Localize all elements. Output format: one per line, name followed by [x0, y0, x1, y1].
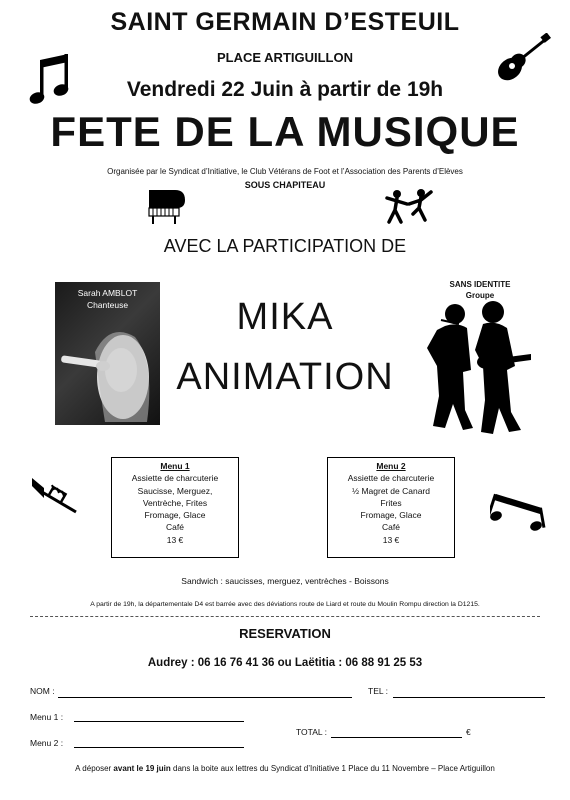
menu-item: Fromage, Glace: [360, 510, 422, 521]
menu-item: ½ Magret de Canard: [352, 485, 430, 496]
menu2-label: Menu 2 :: [30, 738, 64, 748]
singer-role: Chanteuse: [86, 300, 129, 310]
road-notice: A partir de 19h, la départementale D4 est barrée avec des déviations route de Liard et route du Moulin Rompu direction la D1215.: [90, 601, 480, 608]
footer-instructions: [0, 764, 570, 773]
menu-item: Saucisse, Merguez,: [137, 485, 213, 496]
band-name: SANS IDENTITE: [449, 280, 511, 289]
menu-title: Menu 1: [160, 461, 190, 471]
singer-name: Sarah AMBLOT: [77, 288, 138, 298]
piano-icon: [145, 186, 189, 226]
menu-item: Frites: [380, 497, 402, 508]
menu1-label: Menu 1 :: [30, 712, 64, 722]
event-date: Vendredi 22 Juin à partir de 19h: [126, 78, 444, 101]
menu-item: Café: [382, 522, 400, 533]
menu-price: 13 €: [382, 534, 400, 545]
footer-prefix: A déposer: [75, 764, 114, 773]
footer-deadline: avant le 19 juin: [113, 764, 171, 773]
tel-label: TEL :: [368, 686, 388, 696]
menu-card: [111, 457, 239, 558]
footer-suffix: dans la boite aux lettres du Syndicat d’Initiative 1 Place du 11 Novembre – Place Artiguillon: [170, 764, 495, 773]
music-note-icon: [490, 486, 548, 532]
menu1-field[interactable]: [74, 721, 244, 722]
dancers-icon: [385, 188, 433, 228]
currency-symbol: €: [466, 727, 471, 737]
menu-item: Assiette de charcuterie: [131, 473, 219, 484]
menu-title: Menu 2: [376, 461, 406, 471]
band-silhouette-icon: [415, 300, 535, 436]
organizers-text: Organisée par le Syndicat d’Initiative, le Club Vétérans de Foot et l’Association des Parents d’Elèves: [107, 167, 463, 176]
reservation-phones: Audrey : 06 16 76 41 36 ou Laëtitia : 06 88 91 25 53: [147, 657, 423, 669]
sandwich-text: Sandwich : saucisses, merguez, ventrèches - Boissons: [181, 576, 389, 586]
menu-item: Assiette de charcuterie: [347, 473, 435, 484]
venue-text: SOUS CHAPITEAU: [244, 180, 326, 190]
total-field[interactable]: [331, 737, 462, 738]
menu-item: Fromage, Glace: [144, 510, 206, 521]
trumpet-icon: [30, 476, 80, 516]
tel-field[interactable]: [393, 697, 545, 698]
menu-item: Ventrèche, Frites: [142, 497, 208, 508]
nom-field[interactable]: [58, 697, 352, 698]
nom-label: NOM :: [30, 686, 55, 696]
participation-intro: AVEC LA PARTICIPATION DE: [163, 236, 407, 256]
menu-item: Café: [166, 522, 184, 533]
town-title: SAINT GERMAIN D’ESTEUIL: [110, 8, 460, 36]
divider: [30, 616, 540, 617]
music-note-icon: [28, 52, 74, 108]
band-role: Groupe: [465, 291, 495, 300]
main-act-line1: MIKA: [236, 296, 334, 338]
place-subtitle: PLACE ARTIGUILLON: [216, 50, 353, 65]
menu-price: 13 €: [166, 534, 184, 545]
total-label: TOTAL :: [296, 727, 328, 737]
menu-card: [327, 457, 455, 558]
main-act-line2: ANIMATION: [176, 356, 394, 398]
guitar-icon: [494, 33, 552, 85]
singer-photo: [55, 282, 160, 425]
menu2-field[interactable]: [74, 747, 244, 748]
reservation-title: RESERVATION: [239, 626, 331, 641]
event-title: FETE DE LA MUSIQUE: [50, 108, 520, 155]
